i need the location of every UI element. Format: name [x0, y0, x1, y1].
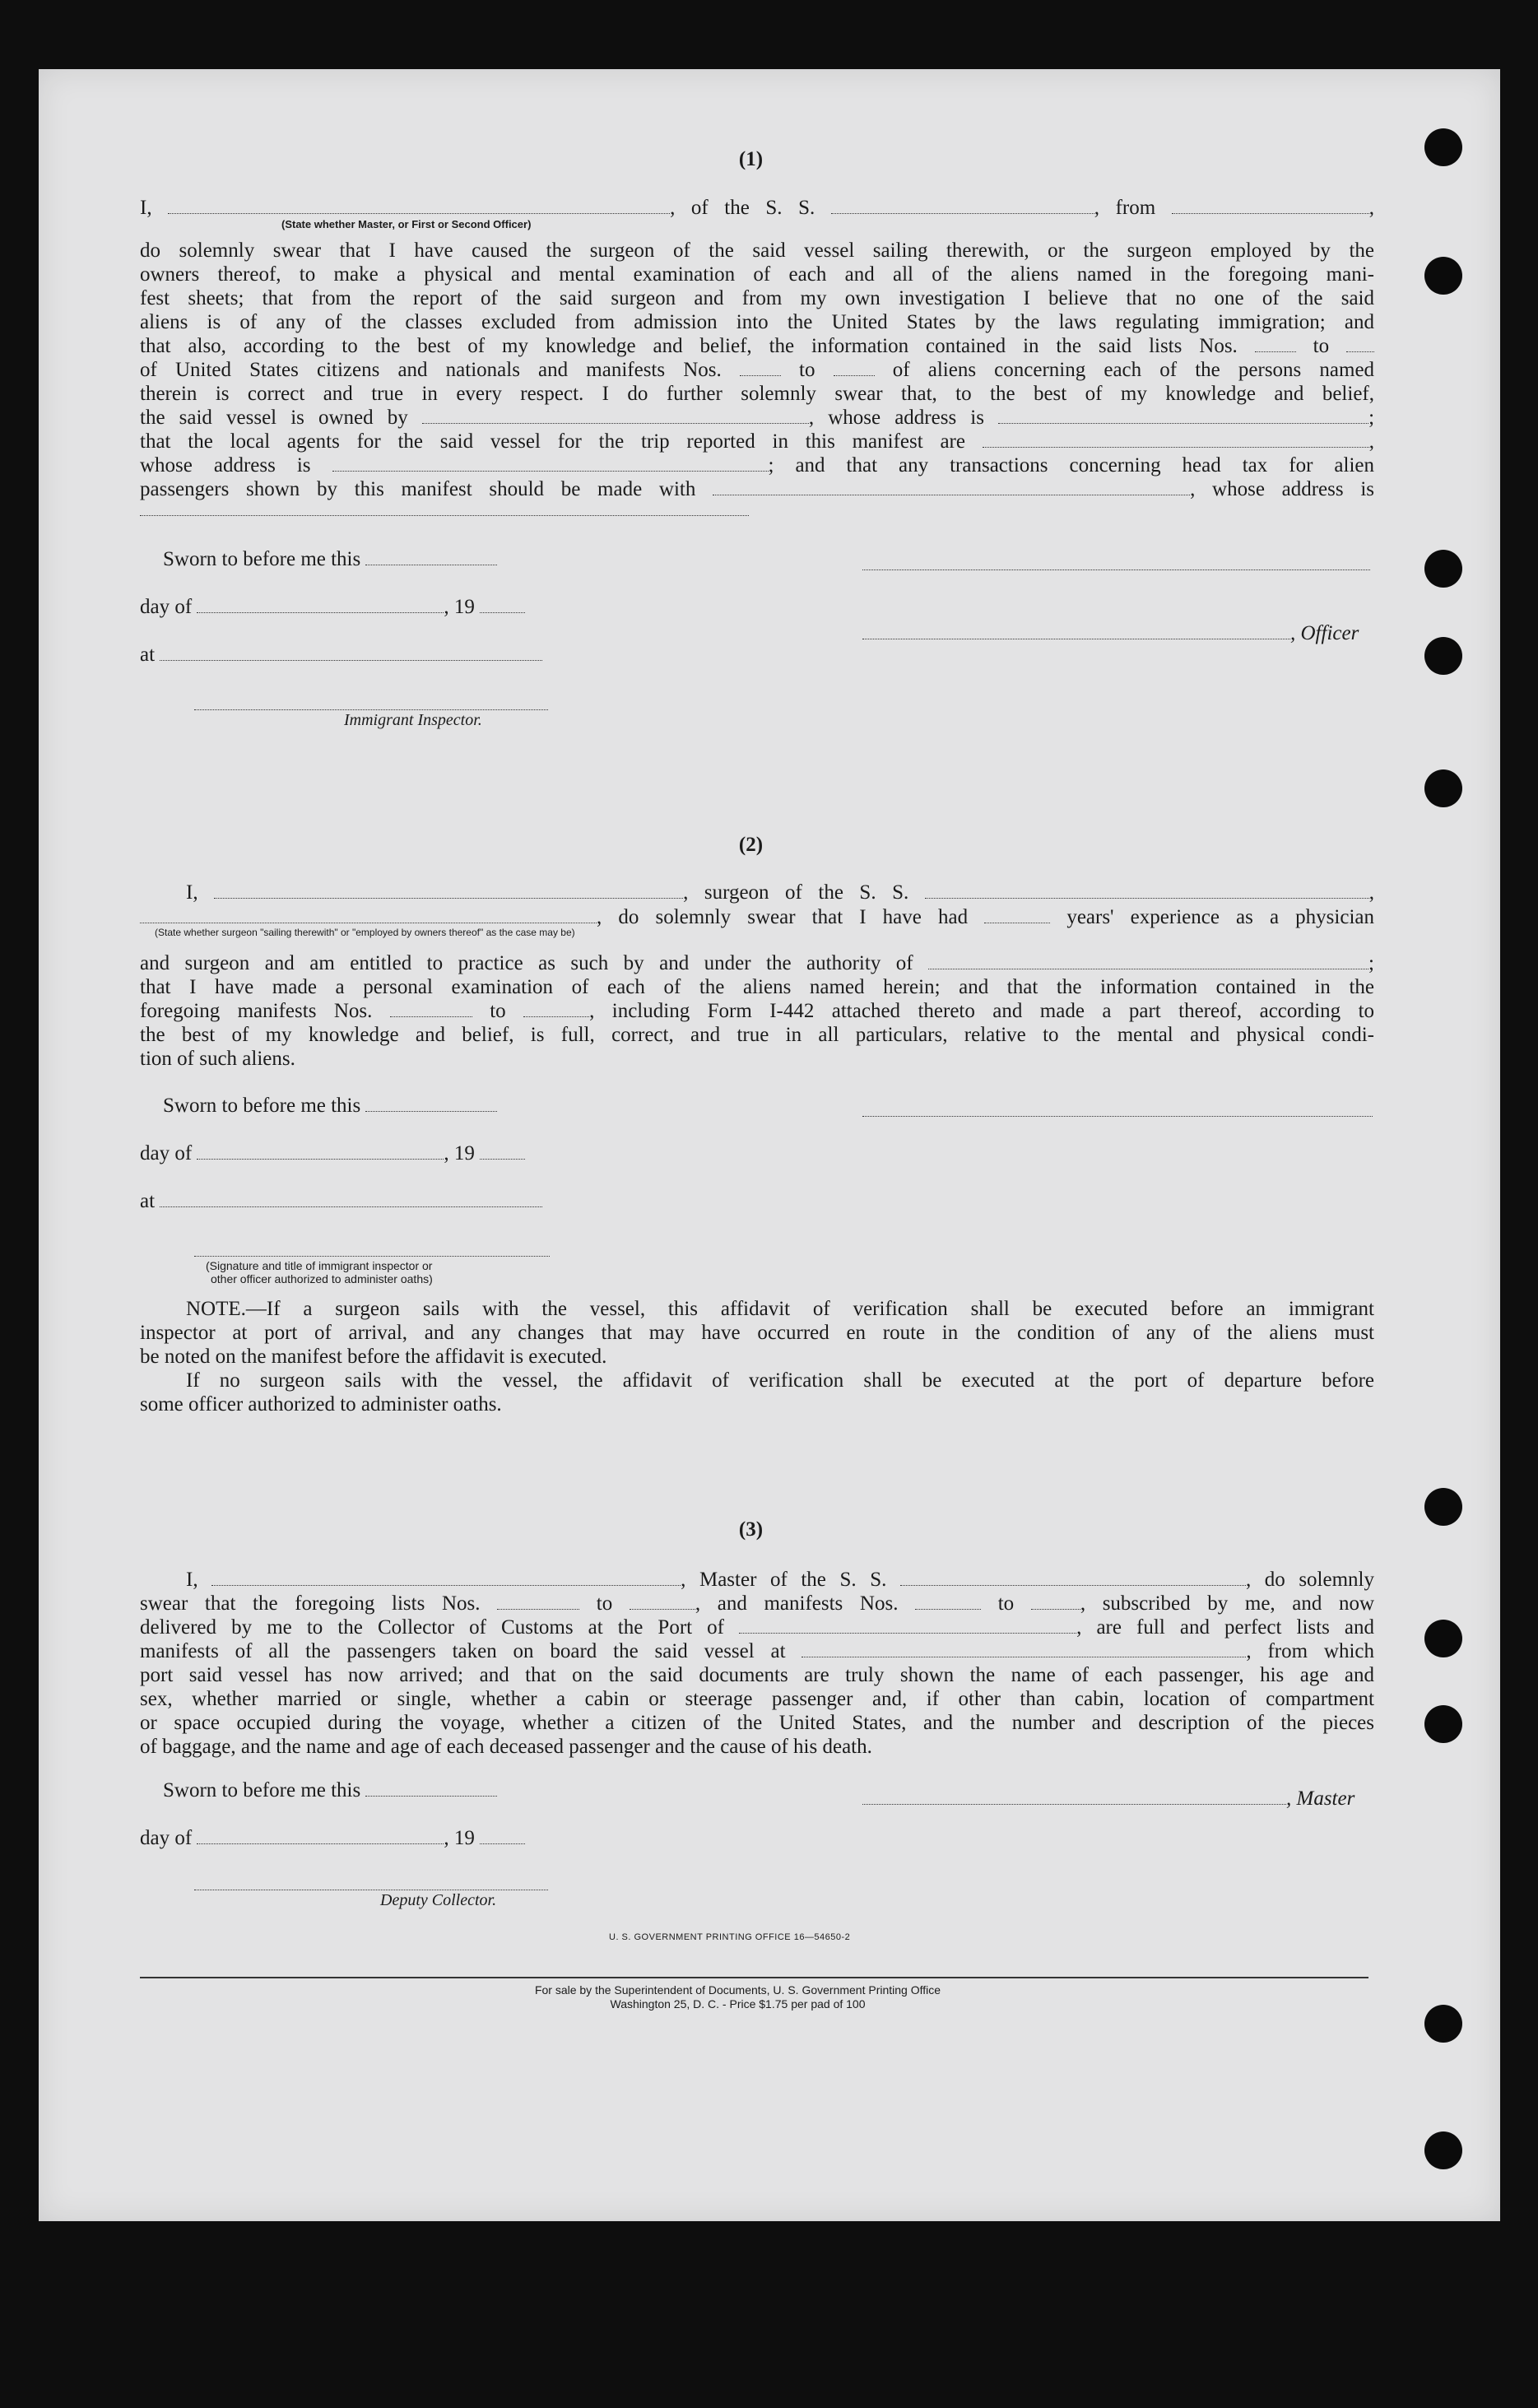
s3-p8: of baggage, and the name and age of each deceased passenger and the cause of his death.: [140, 1736, 872, 1758]
s2-sworn: Sworn to before me this: [163, 1095, 497, 1118]
s1-vessel-blank[interactable]: [831, 198, 1094, 214]
s2-note5: some officer authorized to administer oaths.: [140, 1393, 502, 1416]
s1-owner-blank[interactable]: [422, 408, 809, 424]
s1-sworn-date-blank[interactable]: [365, 550, 497, 565]
section-3-number: (3): [738, 1518, 764, 1541]
s1-p1: do solemnly swear that I have caused the surgeon of the said vessel sailing therewith, or the surgeon employed by the: [140, 239, 1374, 262]
s3-lists-from-blank[interactable]: [497, 1594, 579, 1610]
s1-address-blank[interactable]: [140, 515, 749, 516]
section-1-number: (1): [738, 148, 764, 170]
s1-owner-address-blank[interactable]: [998, 408, 1368, 424]
s1-lists-from-blank[interactable]: [1255, 337, 1296, 352]
s2-caption: (State whether surgeon "sailing therewith" or "employed by owners thereof" as the case may be): [155, 927, 575, 938]
s1-p4: aliens is of any of the classes excluded from admission into the United States by the laws regulating immigration; and: [140, 311, 1374, 333]
s1-agents-address-blank[interactable]: [332, 456, 769, 472]
s2-note1: NOTE.—If a surgeon sails with the vessel, this affidavit of verification shall be executed before an immigrant: [186, 1298, 1374, 1320]
s1-officer-line: , Officer: [862, 622, 1359, 645]
s2-sworn-date-blank[interactable]: [365, 1096, 497, 1112]
s3-year-blank[interactable]: [480, 1829, 525, 1844]
s2-line1: I, , surgeon of the S. S. ,: [186, 881, 1375, 904]
s1-p10: whose address is ; and that any transactions concerning head tax for alien: [140, 454, 1374, 476]
s3-p7: or space occupied during the voyage, whether a citizen of the United States, and the number and description of the pieces: [140, 1712, 1374, 1734]
s3-sworn: Sworn to before me this: [163, 1779, 497, 1802]
s3-day: day of , 19: [140, 1827, 525, 1850]
s1-sworn: Sworn to before me this: [163, 548, 497, 571]
binder-hole-5: [1424, 769, 1462, 807]
binder-hole-7: [1424, 1620, 1462, 1657]
s1-p9: that the local agents for the said vessel for the trip reported in this manifest are ,: [140, 430, 1375, 453]
s1-day-blank[interactable]: [197, 597, 444, 613]
s1-inspector-signature-line[interactable]: [194, 709, 548, 710]
s3-p5: port said vessel has now arrived; and that on the said documents are truly shown the name of each passenger, his age and: [140, 1664, 1374, 1686]
s3-master-signature-line[interactable]: [862, 1789, 1286, 1805]
s1-p2: owners thereof, to make a physical and mental examination of each and all of the aliens named in the foregoing mani-: [140, 263, 1374, 286]
s1-p8: the said vessel is owned by , whose address is ;: [140, 407, 1375, 429]
s3-manifest-to-blank[interactable]: [1031, 1594, 1080, 1610]
s2-day-blank[interactable]: [197, 1144, 444, 1160]
s1-officer-blank[interactable]: [168, 198, 670, 214]
s1-at: at: [140, 644, 542, 667]
s2-p5: tion of such aliens.: [140, 1048, 295, 1070]
s2-line2: , do solemnly swear that I have had years' experience as a physician: [140, 905, 1374, 929]
s1-year-blank[interactable]: [480, 597, 525, 613]
s3-master-line: , Master: [862, 1787, 1354, 1811]
s2-surgeon-name-blank[interactable]: [214, 883, 683, 899]
footer-line-2: Washington 25, D. C. - Price $1.75 per pad of 100: [610, 1997, 866, 2011]
binder-hole-10: [1424, 2131, 1462, 2169]
s2-officer-signature-line[interactable]: [194, 1256, 550, 1257]
s1-lists-to-blank[interactable]: [1346, 337, 1374, 352]
s2-note2: inspector at port of arrival, and any changes that may have occurred en route in the condition of any of the aliens must: [140, 1322, 1374, 1344]
s2-note4: If no surgeon sails with the vessel, the affidavit of verification shall be executed at the port of departure before: [186, 1369, 1374, 1392]
s3-master-name-blank[interactable]: [211, 1570, 681, 1586]
s3-line2: swear that the foregoing lists Nos. to , and manifests Nos. to , subscribed by me, and now: [140, 1592, 1375, 1615]
s1-from-blank[interactable]: [1172, 198, 1369, 214]
s3-line4: manifests of all the passengers taken on board the said vessel at , from which: [140, 1640, 1375, 1662]
s2-authority-blank[interactable]: [928, 954, 1368, 969]
s1-p11: passengers shown by this manifest should be made with , whose address is: [140, 478, 1374, 500]
binder-hole-4: [1424, 637, 1462, 675]
s2-surgeon-signature-line[interactable]: [862, 1116, 1373, 1117]
s3-sworn-date-blank[interactable]: [365, 1781, 497, 1797]
s1-officer-signature-line-1[interactable]: [862, 569, 1370, 570]
footer-line-1: For sale by the Superintendent of Documents, U. S. Government Printing Office: [534, 1983, 941, 1997]
s1-manifest-from-blank[interactable]: [740, 360, 781, 376]
s3-line3: delivered by me to the Collector of Customs at the Port of , are full and perfect lists and: [140, 1616, 1375, 1639]
s3-day-blank[interactable]: [197, 1829, 444, 1844]
s1-p5: that also, according to the best of my knowledge and belief, the information contained in the said lists Nos. to: [140, 334, 1374, 358]
s1-p7: therein is correct and true in every respect. I do further solemnly swear that, to the best of my knowledge and belief,: [140, 383, 1374, 405]
s2-years-blank[interactable]: [984, 908, 1050, 923]
s2-note3: be noted on the manifest before the affidavit is executed.: [140, 1346, 607, 1368]
s1-p6: of United States citizens and nationals and manifests Nos. to of aliens concerning each of the persons named: [140, 359, 1375, 381]
s1-inspector-label: Immigrant Inspector.: [344, 711, 482, 729]
s3-lists-to-blank[interactable]: [630, 1594, 695, 1610]
s2-vessel-blank[interactable]: [925, 883, 1369, 899]
s1-line1: I, , of the S. S. , from ,: [140, 197, 1374, 219]
s1-at-blank[interactable]: [160, 645, 542, 661]
s1-caption: (State whether Master, or First or Second Officer): [281, 218, 532, 230]
s2-at-blank[interactable]: [160, 1192, 542, 1207]
s2-year-blank[interactable]: [480, 1144, 525, 1160]
s3-deputy-label: Deputy Collector.: [380, 1891, 497, 1909]
s3-p6: sex, whether married or single, whether a cabin or steerage passenger and, if other than cabin, location of compartment: [140, 1688, 1374, 1710]
binder-hole-3: [1424, 550, 1462, 588]
s2-status-blank[interactable]: [140, 908, 597, 923]
s3-boarded-at-blank[interactable]: [802, 1642, 1246, 1657]
s2-day: day of , 19: [140, 1142, 525, 1165]
s1-day: day of , 19: [140, 596, 525, 619]
s2-p1: and surgeon and am entitled to practice as such by and under the authority of ;: [140, 952, 1374, 974]
s2-p4: the best of my knowledge and belief, is full, correct, and true in all particulars, relative to the mental and physical condi-: [140, 1024, 1374, 1046]
footer-rule: [140, 1977, 1368, 1978]
binder-hole-2: [1424, 257, 1462, 295]
s2-sigcap1: (Signature and title of immigrant inspector or: [206, 1259, 433, 1272]
s1-agents-blank[interactable]: [983, 432, 1369, 448]
s2-sigcap2: other officer authorized to administer oaths): [211, 1272, 433, 1285]
s3-line1: I, , Master of the S. S. , do solemnly: [186, 1569, 1374, 1591]
printing-office: U. S. GOVERNMENT PRINTING OFFICE 16—54650-2: [609, 1932, 851, 1942]
section-2-number: (2): [738, 834, 764, 856]
s1-manifest-to-blank[interactable]: [834, 360, 875, 376]
s2-manifest-from-blank[interactable]: [390, 1002, 472, 1017]
s3-port-blank[interactable]: [739, 1618, 1076, 1634]
s2-p3: foregoing manifests Nos. to , including Form I-442 attached thereto and made a part thereof, according to: [140, 1000, 1375, 1022]
s2-p2: that I have made a personal examination of each of the aliens named herein; and that the information contained in the: [140, 976, 1374, 998]
s1-p3: fest sheets; that from the report of the said surgeon and from my own investigation I believe that no one of the said: [140, 287, 1374, 309]
s2-manifest-to-blank[interactable]: [523, 1002, 589, 1017]
s1-officer-signature-line-2[interactable]: [862, 624, 1290, 639]
s3-manifest-from-blank[interactable]: [915, 1594, 981, 1610]
s1-headtax-blank[interactable]: [713, 480, 1190, 495]
s2-at: at: [140, 1190, 542, 1213]
s3-vessel-blank[interactable]: [900, 1570, 1246, 1586]
binder-hole-8: [1424, 1705, 1462, 1743]
